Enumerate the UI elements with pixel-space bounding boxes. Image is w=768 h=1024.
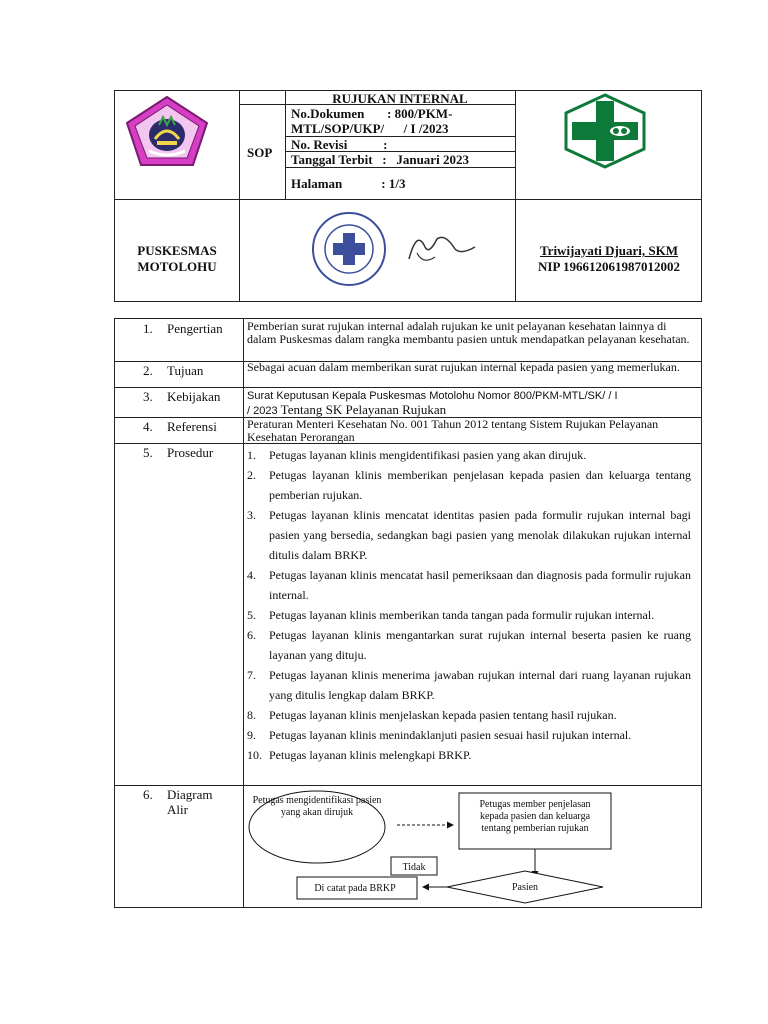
section-text-tujuan: Sebagai acuan dalam memberikan surat rujukan internal kepada pasien yang memerlukan. (247, 360, 680, 374)
divider (115, 387, 701, 388)
list-item: 3. Petugas layanan klinis mencatat identitas pasien pada formulir rujukan internal bagi pasien yang bersedia, sedangkan bagi pasien yang menolak dilakukan rujukan internal ditulis dalam BRKP. (247, 508, 691, 562)
list-item: 8. Petugas layanan klinis menjelaskan kepada pasien tentang hasil rujukan. (247, 708, 617, 722)
section-label-prosedur: 5. Prosedur (143, 445, 214, 460)
divider (115, 785, 701, 786)
official-stamp (305, 209, 485, 294)
list-item: 2. Petugas layanan klinis memberikan penjelasan kepada pasien dan keluarga tentang pemberian rujukan. (247, 468, 691, 502)
procedure-list (247, 445, 691, 765)
section-label-referensi: 4. Referensi (143, 419, 217, 434)
section-label-pengertian: 1. Pengertian (143, 321, 223, 336)
flow-tidak-label: Tidak (402, 862, 426, 873)
doc-number-line1: No.Dokumen : 800/PKM- (291, 106, 453, 121)
section-text-referensi: Peraturan Menteri Kesehatan No. 001 Tahun 2012 tentang Sistem Rujukan Pelayanan Kesehatan Perorangan (247, 417, 659, 444)
section-text-kebijakan: Surat Keputusan Kepala Puskesmas Motolohu Nomor 800/PKM-MTL/SK/ / I / 2023 Tentang SK Pelayanan Rujukan (247, 390, 618, 417)
divider (239, 91, 240, 301)
section-text-pengertian: Pemberian surat rujukan internal adalah rujukan ke unit pelayanan kesehatan lainnya di dalam Puskesmas dalam rangka membantu pasien untuk mendapatkan pelayanan kesehatan. (247, 319, 690, 346)
flow-explain-text-2: kepada pasien dan keluarga (479, 811, 591, 822)
flow-start-text-2: yang akan dirujuk (280, 807, 354, 818)
page-number: Halaman : 1/3 (291, 176, 406, 191)
flow-start-text-1: Petugas mengidentifikasi pasien (252, 795, 382, 806)
list-item: 10. Petugas layanan klinis melengkapi BRKP. (247, 748, 472, 762)
sop-header-table (114, 90, 702, 302)
list-item: 9. Petugas layanan klinis menindaklanjuti pasien sesuai hasil rujukan internal. (247, 728, 632, 742)
signer-block (515, 243, 703, 275)
sop-label: SOP (247, 145, 273, 160)
divider (285, 91, 286, 199)
signer-name: Triwijayati Djuari, SKM (539, 243, 679, 258)
list-item: 1. Petugas layanan klinis mengidentifikasi pasien yang akan dirujuk. (247, 448, 587, 462)
doc-number-line2: MTL/SOP/UKP/ / I /2023 (291, 121, 449, 136)
flow-diagram (247, 789, 697, 910)
list-item: 7. Petugas layanan klinis menerima jawaban rujukan internal dari ruang layanan rujukan yang ditulis lengkap dalam BRKP. (247, 668, 691, 702)
pohuwato-regency-logo (125, 95, 209, 172)
divider (115, 199, 701, 200)
revision-number: No. Revisi : (291, 137, 388, 152)
section-label-kebijakan: 3. Kebijakan (143, 389, 221, 404)
section-label-tujuan: 2. Tujuan (143, 363, 204, 378)
flow-explain-text-1: Petugas member penjelasan (479, 799, 591, 810)
flow-brkp-text: Di catat pada BRKP (314, 883, 396, 894)
list-item: 5. Petugas layanan klinis memberikan tanda tangan pada formulir rujukan internal. (247, 608, 655, 622)
flow-decision-text: Pasien (511, 882, 539, 893)
institution-name: PUSKESMAS MOTOLOHU (137, 243, 217, 274)
puskesmas-logo (560, 91, 650, 176)
flow-explain-text-3: tentang pemberian rujukan (481, 823, 589, 834)
sop-content-table (114, 318, 702, 908)
signer-nip: NIP 196612061987012002 (538, 259, 680, 274)
divider (243, 319, 244, 907)
list-item: 4. Petugas layanan klinis mencatat hasil pemeriksaan dan diagnosis pada formulir rujukan internal. (247, 568, 691, 602)
document-title: RUJUKAN INTERNAL (332, 91, 468, 106)
publish-date: Tanggal Terbit : Januari 2023 (291, 152, 469, 167)
section-label-diagram: 6. Diagram Alir (143, 787, 213, 817)
list-item: 6. Petugas layanan klinis mengantarkan surat rujukan internal beserta pasien ke ruang layanan yang dituju. (247, 628, 691, 662)
